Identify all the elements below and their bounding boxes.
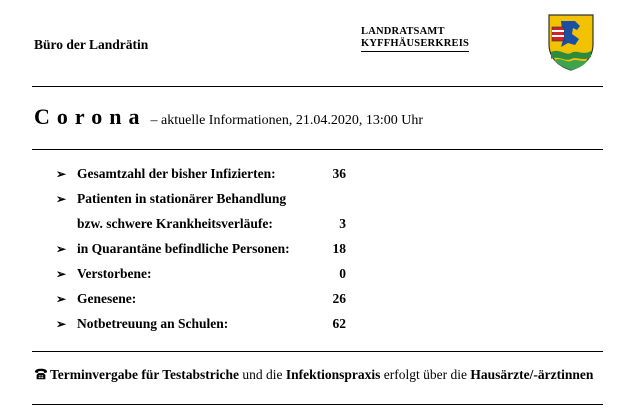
note-doctors: Hausärzte/-ärztinnen bbox=[470, 367, 594, 382]
title-divider bbox=[32, 149, 603, 150]
header-divider bbox=[32, 86, 603, 87]
office-name: Büro der Landrätin bbox=[34, 37, 149, 52]
telephone-icon bbox=[34, 367, 48, 381]
stat-value: 62 bbox=[332, 316, 346, 331]
stat-value: 3 bbox=[339, 216, 346, 231]
note-infection-practice: Infektionspraxis bbox=[285, 367, 381, 382]
footer-divider bbox=[32, 404, 603, 405]
arrow-bullet-icon: ➢ bbox=[56, 292, 67, 306]
note-text: erfolgt über die bbox=[380, 367, 471, 382]
stat-label: Verstorbene: bbox=[77, 266, 152, 281]
stat-label-continued: bzw. schwere Krankheitsverläufe: bbox=[77, 216, 273, 231]
arrow-bullet-icon: ➢ bbox=[56, 242, 67, 256]
stat-label: in Quarantäne befindliche Personen: bbox=[77, 241, 290, 256]
authority-line-1: LANDRATSAMT bbox=[361, 26, 445, 37]
stats-divider bbox=[32, 351, 603, 352]
stat-label: Notbetreuung an Schulen: bbox=[77, 316, 229, 331]
note-text: und die bbox=[239, 367, 286, 382]
stat-label: Patienten in stationärer Behandlung bbox=[77, 191, 287, 206]
authority-name bbox=[361, 26, 469, 52]
stat-value: 18 bbox=[332, 241, 346, 256]
arrow-bullet-icon: ➢ bbox=[56, 267, 67, 281]
arrow-bullet-icon: ➢ bbox=[56, 317, 67, 331]
stat-deceased bbox=[56, 264, 356, 289]
coat-of-arms-icon bbox=[546, 12, 596, 72]
note-testing: Terminvergabe für Testabstriche bbox=[50, 367, 239, 382]
stat-value: 0 bbox=[339, 266, 346, 281]
stat-hospitalized bbox=[56, 189, 356, 239]
statistics-list bbox=[56, 164, 356, 339]
page-title: Corona bbox=[34, 104, 147, 129]
stat-label: Genesene: bbox=[77, 291, 137, 306]
stat-infected bbox=[56, 164, 356, 189]
stat-value: 26 bbox=[332, 291, 346, 306]
stat-value: 36 bbox=[332, 166, 346, 181]
appointment-note bbox=[34, 362, 614, 388]
stat-quarantine bbox=[56, 239, 356, 264]
authority-line-2: KYFFHÄUSERKREIS bbox=[361, 38, 469, 52]
stat-recovered bbox=[56, 289, 356, 314]
stat-emergency-care bbox=[56, 314, 356, 339]
title-row bbox=[34, 104, 423, 130]
stat-label: Gesamtzahl der bisher Infizierten: bbox=[77, 166, 276, 181]
page-subtitle: – aktuelle Informationen, 21.04.2020, 13:00 Uhr bbox=[150, 113, 424, 128]
arrow-bullet-icon: ➢ bbox=[56, 167, 67, 181]
arrow-bullet-icon: ➢ bbox=[56, 192, 67, 206]
